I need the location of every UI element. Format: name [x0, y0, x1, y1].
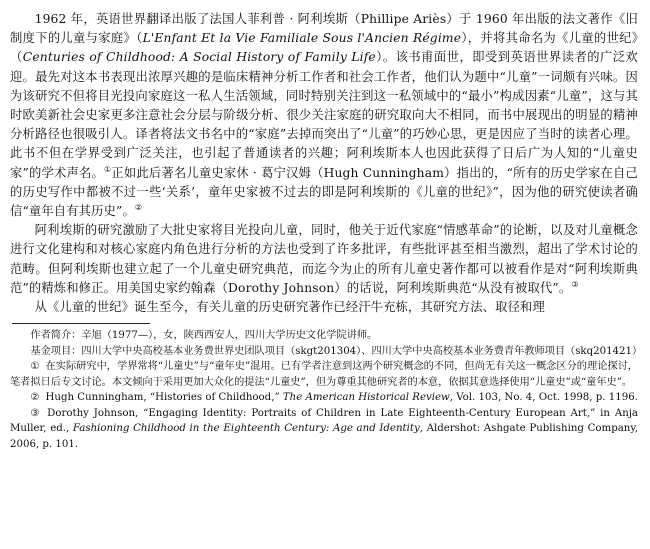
footnote-ref-2: ②	[134, 202, 143, 212]
footnote-mark: ①	[30, 361, 40, 373]
book-title: Fashioning Childhood in the Eighteenth Century: Age and Identity	[72, 423, 420, 435]
text-run: 从《儿童的世纪》诞生至今，有关儿童的历史研究著作已经汗牛充栋，其研究方法、取径和理	[34, 300, 545, 315]
paragraph-1	[10, 10, 638, 221]
footnote-3	[10, 406, 638, 453]
footnote-2	[10, 390, 638, 406]
text-run: 正如此后著名儿童史家休 · 葛宁汉姆（Hugh Cunningham）指出的，“所有的历史学家在自己的历史写作中都被不过一些‘关系’，童年史家被不过去的即是阿利埃斯的《儿童的世纪》”，因为他的研究使读者确信“童年自有其历史”。	[10, 165, 638, 219]
footnote-text: Hugh Cunningham, “Histories of Childhood,”	[45, 392, 283, 404]
footnote-mark: ②	[30, 392, 40, 404]
footnote-ref-3: ③	[571, 279, 579, 289]
journal-title: The American Historical Review	[282, 392, 450, 404]
french-title: L'Enfant Et la Vie Familiale Sous l'Ancien Régime	[142, 31, 462, 46]
english-title: Centuries of Childhood: A Social History of Family Life	[22, 50, 376, 65]
fund-info: 基金项目：四川大学中央高校基本业务费世界史团队项目（skgt201304）、四川大学中央高校基本业务费青年教师项目（skq201421）	[30, 345, 643, 357]
footnote-divider	[12, 323, 150, 324]
main-text	[10, 10, 638, 317]
footnotes-block	[10, 328, 643, 452]
footnote-1	[10, 359, 638, 390]
text-run: ）。该书甫面世，即受到英语世界读者的广泛欢迎。最先对这本书表现出浓厚兴趣的是临床精神分析工作者和社会工作者，他们认为题中“儿童”一词颇有兴味。因为该研究不但将目光投向家庭这一私人生活领域，同时特别关注到这一私领域中的“最小”构成因素“儿童”，这与其时欧美新社会史家更多注意社会分层与阶级分析、很少关注家庭的研究取向大不相同，而书中展现出的明显的精神分析路径也很吸引人。译者将法文书名中的“家庭”去掉而突出了“儿童”的巧妙心思，更是因应了当时的读者心理。此书不但在学界受到广泛关注，也引起了普通读者的兴趣；阿利埃斯本人也因此获得了日后广为人知的“儿童史家”的学术声名。	[10, 50, 638, 180]
text-run: ），并将其命名为《儿童的世纪》（	[10, 31, 638, 65]
author-bio: 作者简介：辛旭（1977—），女，陕西西安人，四川大学历史文化学院讲师。	[30, 330, 378, 342]
text-run: 阿利埃斯的研究激励了大批史家将目光投向儿童，同时，他关于近代家庭“情感革命”的论断，以及对儿童概念进行文化建构和对核心家庭内角色进行分析的方法也受到了许多批评，有些批评甚至相当激烈，超出了学术讨论的范畴。但阿利埃斯也建立起了一个儿童史研究典范，而迄今为止的所有儿童史著作都可以被看作是对“阿利埃斯典范”的精炼和修正。用美国史家约翰森（Dorothy Johnson）的话说，阿利埃斯典范“从没有被取代”。	[10, 223, 638, 295]
footnote-mark: ③	[30, 407, 42, 419]
footnote-text: , Aldershot: Ashgate Publishing Company, 2006, p. 101.	[10, 423, 638, 450]
footnote-text: Dorothy Johnson, “Engaging Identity: Portraits of Children in Late Eighteenth-Century European Art,” in Anja Muller, ed.,	[10, 407, 638, 435]
paragraph-3	[10, 298, 638, 317]
text-run: 1962 年，英语世界翻译出版了法国人菲利普 · 阿利埃斯（Phillipe Ariès）于 1960 年出版的法文著作《旧制度下的儿童与家庭》（	[10, 12, 638, 46]
paragraph-2	[10, 221, 638, 298]
footnote-text: , Vol. 103, No. 4, Oct. 1998, p. 1196.	[449, 392, 638, 404]
footnote-text: 在实际研究中，学界常将“儿童史”与“童年史”混用。已有学者注意到这两个研究概念的不同，但尚无有关这一概念区分的理论探讨，笔者拟日后专文讨论。本文倾向于采用更加大众化的提法“儿童史”，但为尊重其他研究者的本意，依据其意选择使用“儿童史”或“童年史”。	[10, 361, 638, 388]
footnote-ref-1: ①	[103, 164, 112, 174]
